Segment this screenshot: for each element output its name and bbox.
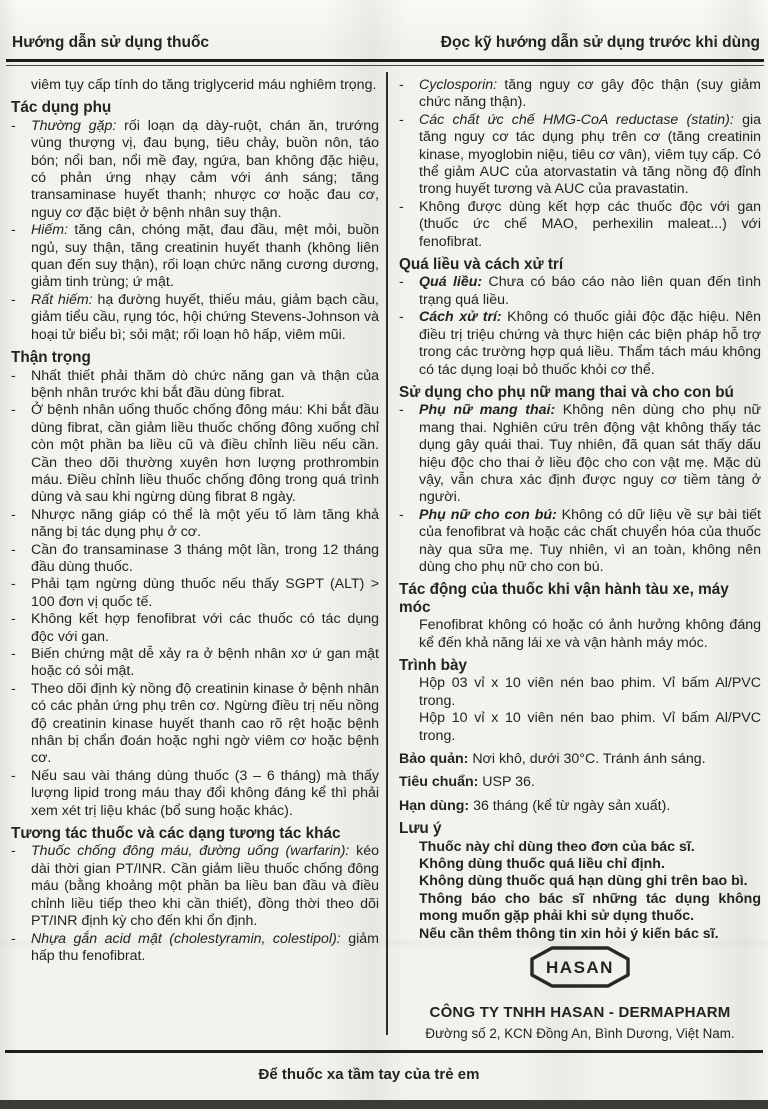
item-lead: Phụ nữ cho con bú: [419, 506, 562, 523]
list-item [11, 292, 379, 344]
section [11, 77, 379, 94]
bullet-dash: - [11, 576, 16, 593]
section [11, 99, 379, 344]
paragraph: Fenofibrat không có hoặc có ảnh hưởng không đáng kể đến khả năng lái xe và vận hành máy móc. [419, 617, 761, 651]
list-item [11, 611, 379, 646]
bullet-dash: - [11, 843, 16, 860]
bullet-dash: - [399, 506, 404, 523]
bullet-dash: - [11, 117, 16, 134]
bullet-dash: - [11, 506, 16, 523]
paragraph: Nếu cần thêm thông tin xin hỏi ý kiến bác sĩ. [419, 925, 719, 942]
header-rule [6, 59, 764, 66]
list-item-text: Nhược năng giáp có thể là một yếu tố làm tăng khả năng bị tác dụng phụ ở cơ. [31, 506, 379, 541]
list-item-text: Thuốc chống đông máu, đường uống (warfarin): kéo dài thời gian PT/INR. Cần giảm liều thuốc chống đông máu (bằng khoảng một phần ba liều ban đầu và điều chỉnh liều tiếp theo khi cần thiết), đồng thời theo dõi PT/INR định kỳ cho đến khi ổn định. [31, 843, 379, 930]
field-label: Hạn dùng: [399, 797, 474, 814]
bullet-dash: - [399, 111, 404, 128]
bullet-dash: - [11, 291, 16, 308]
bullet-dash: - [399, 274, 404, 291]
list-item-text: Biến chứng mật dễ xảy ra ở bệnh nhân xơ ứ gan mật hoặc có sỏi mật. [31, 646, 379, 680]
section-heading: Quá liều và cách xử trí [399, 256, 564, 274]
section-heading: Sử dụng cho phụ nữ mang thai và cho con bú [399, 383, 734, 401]
list-item-text: Theo dõi định kỳ nồng độ creatinin kinase ở bệnh nhân có các phản ứng phụ trên cơ. Ngừng điều trị nếu nồng độ creatinin kinase huyết thanh cao rõ rệt hoặc bệnh nhân bị chẩn đoán hoặc nghi ngờ viêm cơ hoặc bệnh cơ. [31, 680, 379, 767]
list-item [11, 222, 379, 292]
list-item [399, 274, 761, 309]
section [399, 820, 761, 943]
list-item [11, 576, 379, 611]
item-lead: Các chất ức chế HMG-CoA reductase (statin): [419, 111, 743, 128]
section-heading: Tác động của thuốc khi vận hành tàu xe, máy móc [399, 581, 729, 616]
left-column [11, 77, 379, 1039]
section-heading: Tác dụng phụ [11, 99, 112, 117]
hasan-logo-text: HASAN [546, 958, 614, 977]
section [399, 384, 761, 576]
paragraph: Hộp 10 vỉ x 10 viên nén bao phim. Vỉ bấm Al/PVC trong. [419, 710, 761, 744]
list-item [11, 507, 379, 542]
bullet-dash: - [11, 222, 16, 239]
bullet-dash: - [11, 646, 16, 662]
paragraph: Thuốc này chỉ dùng theo đơn của bác sĩ. [419, 838, 695, 855]
list-item-text: Quá liều: Chưa có báo cáo nào liên quan đến tình trạng quá liều. [419, 274, 761, 308]
bullet-dash: - [11, 367, 16, 384]
item-lead: Cách xử trí: [419, 309, 508, 326]
item-lead: Cyclosporin: [419, 77, 505, 93]
company-name: CÔNG TY TNHH HASAN - DERMAPHARM [429, 1004, 731, 1021]
header-left-title: Hướng dẫn sử dụng thuốc [12, 34, 210, 51]
list-item [11, 843, 379, 930]
footer-rule [5, 1050, 763, 1053]
list-item [11, 681, 379, 768]
bullet-dash: - [399, 77, 404, 93]
list-item-text: Phụ nữ mang thai: Không nên dùng cho phụ nữ mang thai. Nghiên cứu trên động vật không thấy tác dụng gây quái thai. Tuy nhiên, đã quan sát thấy dấu hiệu độc cho thai ở liều độc cho con vật mẹ. Mặc dù vậy, vẫn chưa xác định được nguy cơ tiềm tàng ở người. [419, 402, 761, 506]
list-item-text: Nhựa gắn acid mật (cholestyramin, colestipol): giảm hấp thu fenofibrat. [31, 930, 379, 964]
paragraph: viêm tụy cấp tính do tăng triglycerid máu nghiêm trọng. [31, 77, 377, 93]
list-item-text: Cần đo transaminase 3 tháng một lần, trong 12 tháng đầu dùng thuốc. [31, 541, 379, 575]
list-item [399, 309, 761, 379]
paragraph: Không dùng thuốc quá hạn dùng ghi trên bao bì. [419, 873, 748, 890]
paragraph: Không dùng thuốc quá liều chỉ định. [419, 856, 665, 873]
section [399, 751, 761, 815]
list-item [11, 368, 379, 403]
section-heading: Lưu ý [399, 820, 442, 838]
list-item [399, 112, 761, 199]
bullet-dash: - [399, 309, 404, 326]
list-item-text: Rất hiếm: hạ đường huyết, thiếu máu, giảm bạch cầu, giảm tiểu cầu, rụng tóc, hội chứng Stevens-Johnson và hoại tử biểu bì; sỏi mật; rối loạn hô hấp, viêm mũi. [31, 291, 379, 343]
list-item-text: Cách xử trí: Không có thuốc giải độc đặc hiệu. Nên điều trị triệu chứng và thực hiện các biện pháp hỗ trợ trong các trường hợp quá liều. Thẩm tách máu không có tác dụng loại bỏ thuốc khỏi cơ thể. [419, 309, 761, 378]
list-item [11, 402, 379, 506]
list-item [399, 77, 761, 112]
list-item [11, 646, 379, 681]
item-lead: Phụ nữ mang thai: [419, 402, 563, 419]
item-lead: Hiếm: [31, 222, 75, 239]
section [399, 77, 761, 251]
company-address: Đường số 2, KCN Đồng An, Bình Dương, Việt Nam. [425, 1026, 735, 1041]
item-lead: Nhựa gắn acid mật (cholestyramin, colestipol): [31, 930, 349, 947]
list-item-text: Không kết hợp fenofibrat với các thuốc có tác dụng độc với gan. [31, 611, 379, 645]
footer-warning: Để thuốc xa tầm tay của trẻ em [258, 1066, 480, 1083]
section-heading: Tương tác thuốc và các dạng tương tác khác [11, 825, 341, 843]
bullet-dash: - [11, 767, 16, 784]
item-lead: Thường gặp: [31, 117, 125, 134]
bullet-dash: - [11, 541, 16, 558]
list-item-text: Cyclosporin: tăng nguy cơ gây độc thận (suy giảm chức năng thận). [419, 77, 761, 111]
list-item [11, 931, 379, 966]
header-right-title: Đọc kỹ hướng dẫn sử dụng trước khi dùng [440, 34, 760, 51]
list-item [11, 118, 379, 222]
list-item-text: Phải tạm ngừng dùng thuốc nếu thấy SGPT (ALT) > 100 đơn vị quốc tế. [31, 576, 379, 610]
field-label: Bảo quản: [399, 751, 473, 768]
list-item-text: Nhất thiết phải thăm dò chức năng gan và thận của bệnh nhân trước khi bắt đầu dùng fibrat. [31, 367, 379, 401]
section [399, 256, 761, 379]
list-item [399, 402, 761, 506]
page-header [12, 34, 760, 52]
item-lead: Rất hiếm: [31, 291, 98, 308]
right-column [399, 77, 761, 1039]
field-label: Tiêu chuẩn: [399, 774, 483, 791]
section [399, 657, 761, 745]
bullet-dash: - [11, 611, 16, 628]
field-line: Tiêu chuẩn: USP 36. [399, 774, 535, 791]
list-item-text: Ở bệnh nhân uống thuốc chống đông máu: Khi bắt đầu dùng fibrat, cần giảm liều thuốc chống đông xuống chỉ còn một phần ba liều cũ và điều chỉnh liều nếu cần. Cần theo dõi thường xuyên hơn lượng prothrombin máu. Điều chỉnh liều thuốc chống đông trong quá trình dùng và sau khi ngừng dùng fibrat 8 ngày. [31, 402, 379, 506]
column-divider [386, 72, 388, 1035]
hasan-logo-icon [528, 944, 632, 995]
item-lead: Quá liều: [419, 274, 489, 291]
section [399, 581, 761, 652]
list-item [399, 199, 761, 251]
list-item-text: Thường gặp: rối loạn dạ dày-ruột, chán ăn, trướng vùng thượng vị, đau bụng, tiêu chảy, buồn nôn, táo bón; nổi ban, nổi mề đay, ngứa, ban không đặc hiệu, có phản ứng nhạy cảm với ánh sáng; tăng transaminase huyết thanh; nhược cơ hoặc đau cơ, nguy cơ đặc biệt ở bệnh nhân suy thận. [31, 117, 379, 221]
bullet-dash: - [11, 680, 16, 697]
list-item-text: Các chất ức chế HMG-CoA reductase (statin): gia tăng nguy cơ tác dụng phụ trên cơ (tăng creatinin kinase, myoglobin niệu, tiêu cơ vân), viêm tụy cấp. Có thể giảm AUC của atorvastatin và tăng nồng độ đỉnh trong huyết tương và AUC của pravastatin. [419, 111, 761, 198]
bullet-dash: - [11, 930, 16, 947]
list-item-text: Không được dùng kết hợp các thuốc độc với gan (thuốc ức chế MAO, perhexilin maleat...) với fenofibrat. [419, 198, 761, 250]
list-item [11, 768, 379, 820]
list-item-text: Phụ nữ cho con bú: Không có dữ liệu về sự bài tiết của fenofibrat và hoặc các chất chuyển hóa của thuốc này qua sữa mẹ. Tuy nhiên, vì an toàn, không nên dùng cho phụ nữ cho con bú. [419, 506, 761, 575]
section-heading: Trình bày [399, 657, 467, 674]
field-line: Bảo quản: Nơi khô, dưới 30°C. Tránh ánh sáng. [399, 751, 706, 768]
list-item-text: Nếu sau vài tháng dùng thuốc (3 – 6 tháng) mà thấy lượng lipid trong máu thay đổi không đáng kể thì phải xem xét trị liệu khác (bổ sung hoặc khác). [31, 767, 379, 819]
section [11, 349, 379, 820]
section [11, 825, 379, 965]
list-item [399, 507, 761, 577]
bullet-dash: - [399, 402, 404, 419]
scan-edge-bar [0, 1100, 768, 1109]
bullet-dash: - [399, 198, 404, 215]
company-block [399, 944, 761, 1042]
list-item-text: Hiếm: tăng cân, chóng mặt, đau đầu, mệt mỏi, buồn ngủ, suy thận, tăng creatinin huyết thanh (không liên quan đến suy thận), rối loạn chức năng cương dương, giảm tinh trùng; ứ mật. [31, 222, 379, 291]
list-item [11, 542, 379, 577]
paragraph: Thông báo cho bác sĩ những tác dụng không mong muốn gặp phải khi sử dụng thuốc. [419, 890, 761, 925]
bullet-dash: - [11, 402, 16, 419]
field-line: Hạn dùng: 36 tháng (kể từ ngày sản xuất). [399, 797, 671, 814]
item-lead: Thuốc chống đông máu, đường uống (warfarin): [31, 843, 357, 860]
paragraph: Hộp 03 vỉ x 10 viên nén bao phim. Vỉ bấm Al/PVC trong. [419, 675, 761, 709]
section-heading: Thận trọng [11, 349, 91, 367]
